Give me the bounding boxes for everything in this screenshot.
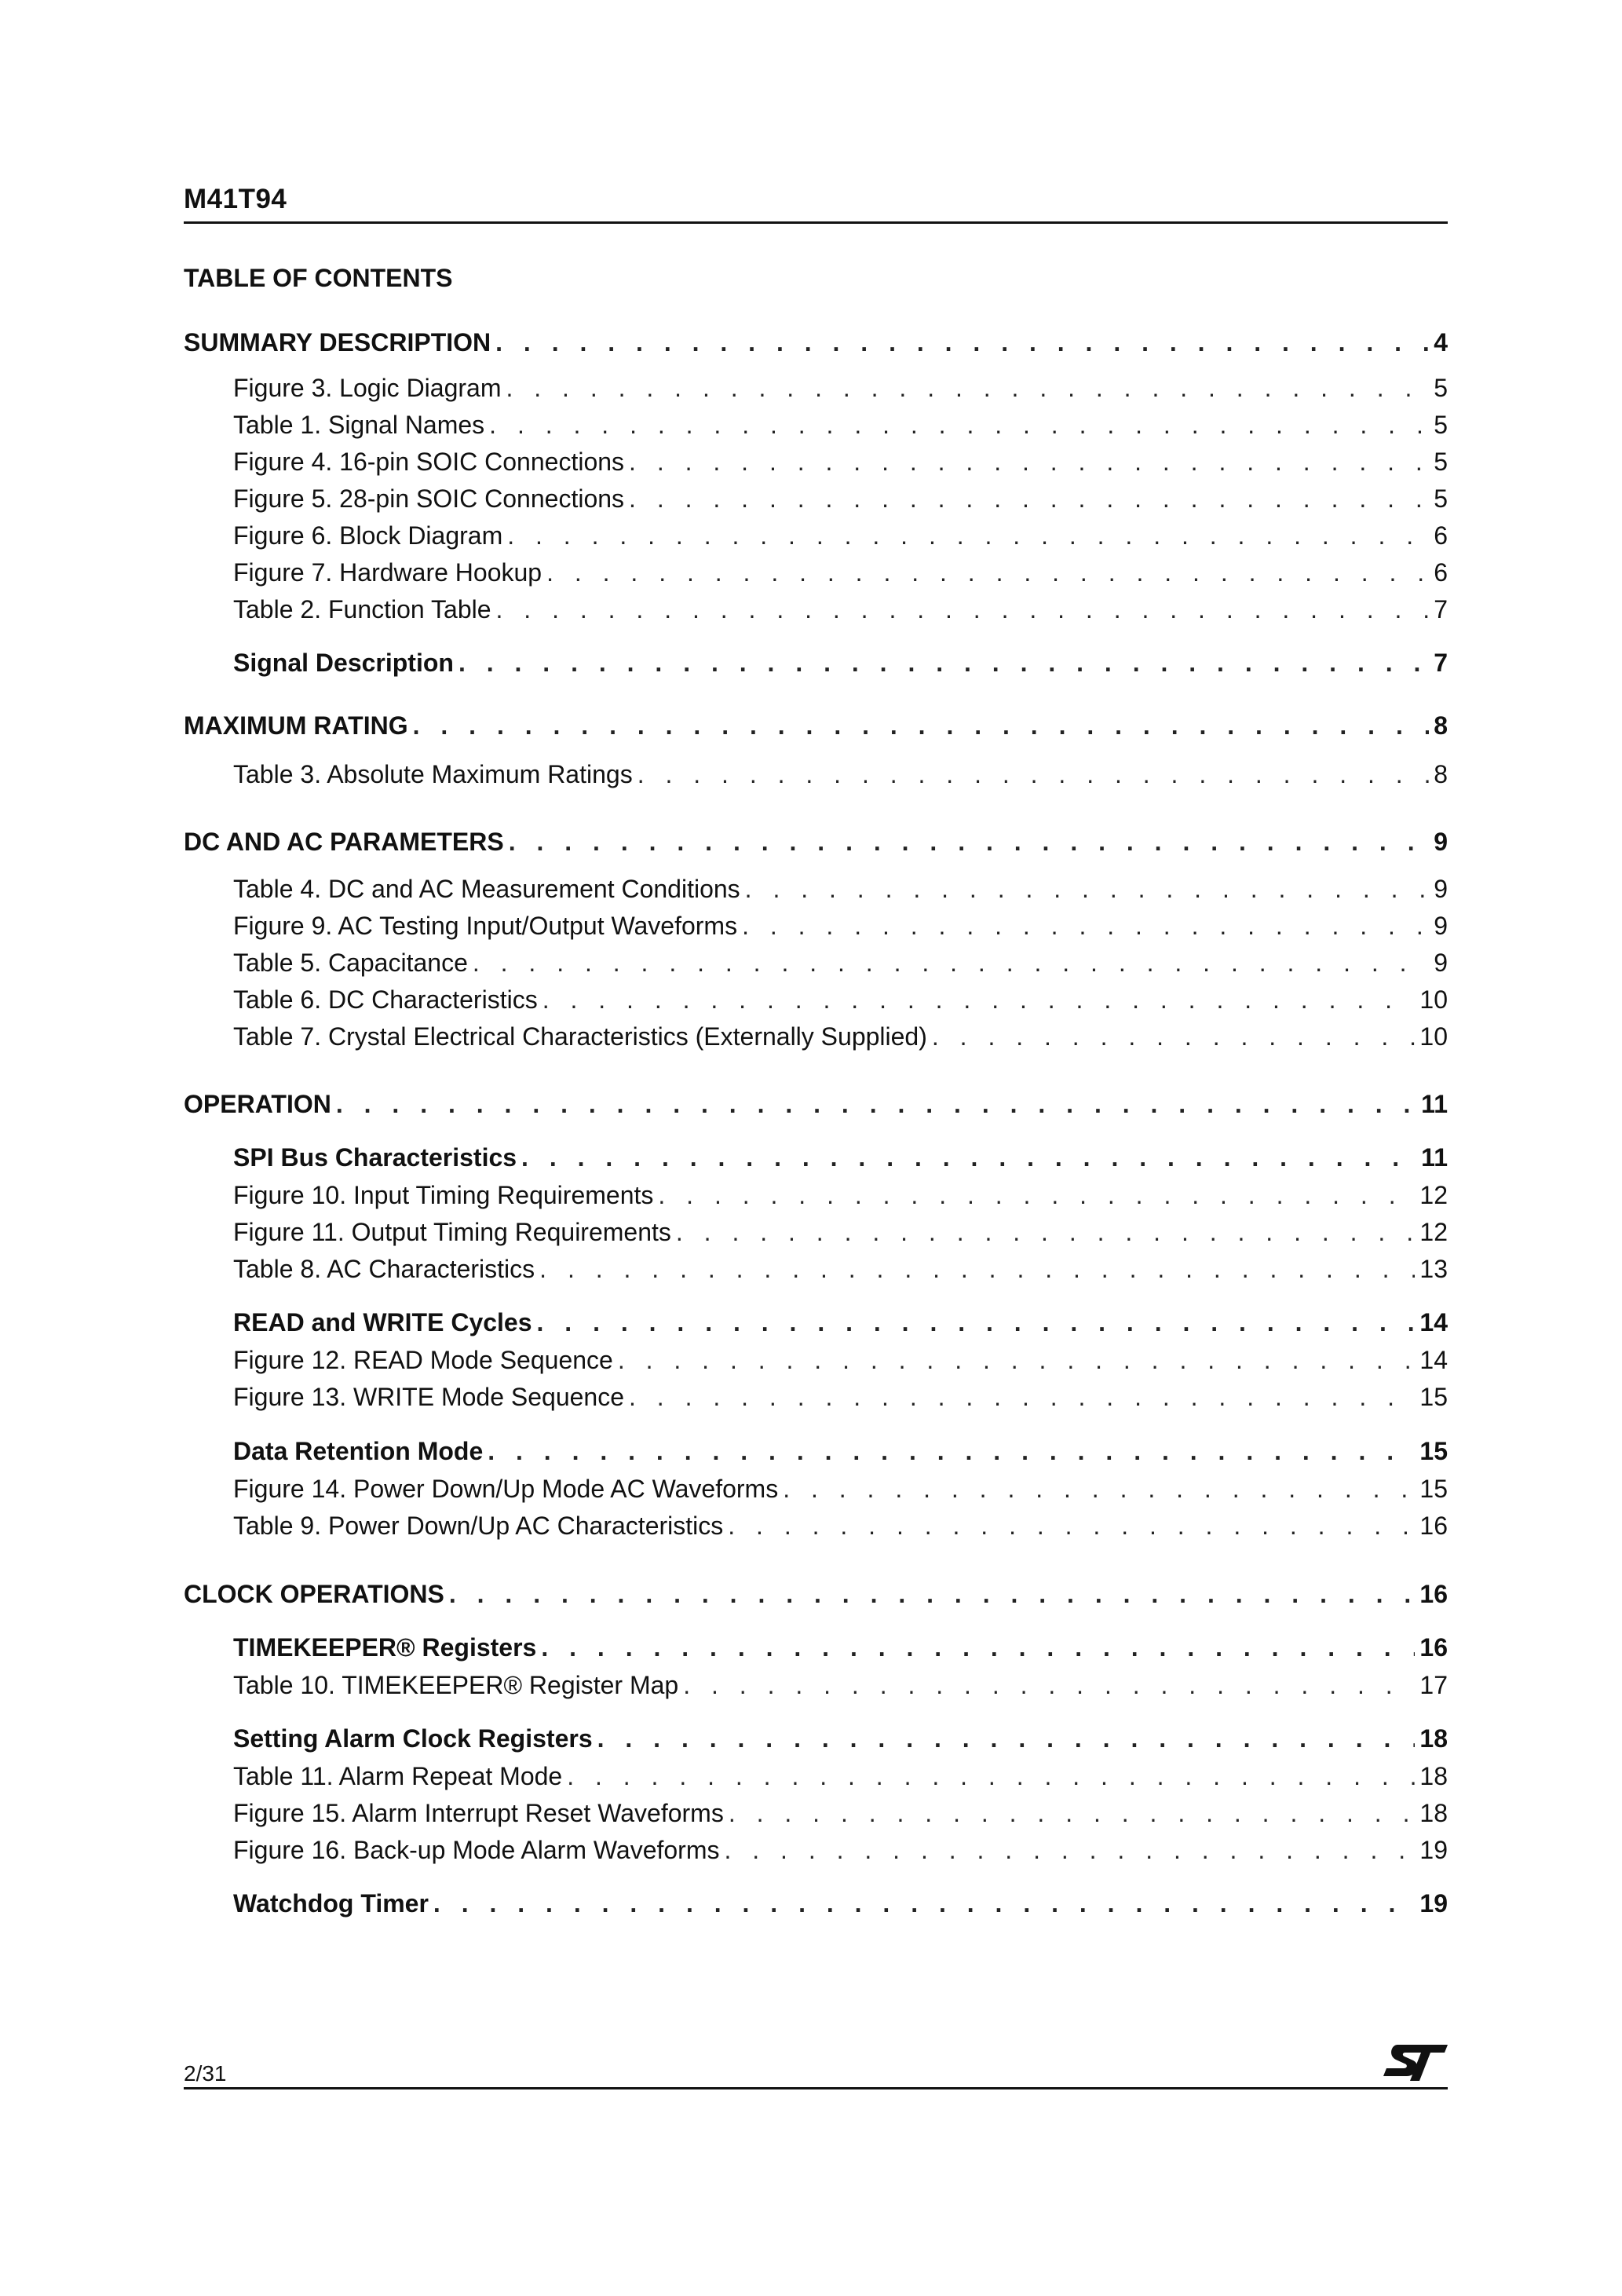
toc-entry-page: 14	[1419, 1308, 1448, 1336]
toc-leader-dots	[489, 411, 1429, 440]
toc-entry-title: Figure 5. 28-pin SOIC Connections	[233, 484, 625, 513]
toc-entry[interactable]	[184, 912, 1448, 946]
toc-entry[interactable]	[184, 558, 1448, 593]
toc-entry-page: 5	[1434, 484, 1448, 513]
toc-entry-title: Figure 16. Back-up Mode Alarm Waveforms	[233, 1836, 720, 1864]
toc-entry-title: Figure 15. Alarm Interrupt Reset Waveforms	[233, 1799, 724, 1827]
toc-entry-title: Figure 9. AC Testing Input/Output Waveforms	[233, 912, 738, 940]
toc-entry-page: 10	[1419, 1022, 1448, 1051]
toc-entry[interactable]	[184, 1799, 1448, 1834]
toc-leader-dots	[336, 1090, 1416, 1119]
toc-entry-page: 5	[1434, 448, 1448, 476]
toc-entry-page: 14	[1419, 1346, 1448, 1374]
toc-entry-title: Table 2. Function Table	[233, 595, 491, 623]
toc-entry[interactable]	[184, 1836, 1448, 1870]
toc-entry-page: 11	[1421, 1143, 1448, 1172]
document-title: M41T94	[184, 184, 287, 214]
toc-entry[interactable]	[184, 1218, 1448, 1252]
toc-entry[interactable]	[184, 1308, 1448, 1343]
toc-entry-page: 9	[1434, 828, 1448, 856]
toc-entry[interactable]	[184, 1475, 1448, 1509]
toc-entry-title: Figure 6. Block Diagram	[233, 521, 503, 550]
toc-leader-dots	[729, 1799, 1416, 1828]
toc-entry[interactable]	[184, 411, 1448, 445]
toc-entry[interactable]	[184, 875, 1448, 909]
toc-leader-dots	[449, 1580, 1416, 1609]
toc-entry-page: 9	[1434, 912, 1448, 940]
toc-leader-dots	[507, 521, 1429, 550]
toc-entry-page: 16	[1419, 1633, 1448, 1662]
toc-entry-title: Table 6. DC Characteristics	[233, 985, 538, 1014]
toc-entry-page: 5	[1434, 411, 1448, 439]
toc-entry-title: Setting Alarm Clock Registers	[233, 1724, 593, 1753]
toc-entry-page: 18	[1419, 1724, 1448, 1753]
toc-entry[interactable]	[184, 1383, 1448, 1417]
toc-entry-page: 15	[1419, 1383, 1448, 1411]
toc-entry-title: Table 4. DC and AC Measurement Conditions	[233, 875, 740, 903]
toc-entry[interactable]	[184, 595, 1448, 630]
toc-entry-page: 15	[1419, 1437, 1448, 1465]
toc-leader-dots	[637, 760, 1430, 789]
toc-entry-title: Figure 10. Input Timing Requirements	[233, 1181, 654, 1209]
toc-entry-title: DC AND AC PARAMETERS	[184, 828, 504, 856]
toc-entry-page: 19	[1419, 1889, 1448, 1918]
toc-leader-dots	[433, 1889, 1416, 1918]
toc-entry-page: 8	[1434, 760, 1448, 788]
toc-leader-dots	[597, 1724, 1416, 1753]
toc-leader-dots	[546, 558, 1429, 587]
toc-entry-title: SUMMARY DESCRIPTION	[184, 328, 491, 356]
toc-heading: TABLE OF CONTENTS	[184, 264, 453, 292]
toc-entry-title: Figure 7. Hardware Hookup	[233, 558, 542, 587]
toc-entry-title: READ and WRITE Cycles	[233, 1308, 532, 1336]
toc-leader-dots	[413, 711, 1430, 740]
toc-entry-title: CLOCK OPERATIONS	[184, 1580, 444, 1608]
page-number: 2/31	[184, 2061, 227, 2086]
toc-entry-title: Table 3. Absolute Maximum Ratings	[233, 760, 633, 788]
toc-leader-dots	[724, 1836, 1415, 1865]
toc-leader-dots	[542, 985, 1416, 1015]
toc-entry[interactable]	[184, 760, 1448, 795]
toc-leader-dots	[541, 1633, 1415, 1662]
toc-entry[interactable]	[184, 985, 1448, 1020]
toc-entry-page: 16	[1419, 1580, 1448, 1608]
toc-entry-page: 17	[1419, 1671, 1448, 1699]
toc-entry-page: 18	[1419, 1762, 1448, 1790]
toc-entry[interactable]	[184, 1346, 1448, 1380]
toc-entry-page: 9	[1434, 875, 1448, 903]
toc-leader-dots	[783, 1475, 1415, 1504]
toc-entry-title: Figure 11. Output Timing Requirements	[233, 1218, 671, 1246]
toc-entry-title: Data Retention Mode	[233, 1437, 484, 1465]
toc-leader-dots	[676, 1218, 1416, 1247]
toc-entry-page: 12	[1419, 1218, 1448, 1246]
toc-entry-title: Signal Description	[233, 649, 454, 677]
toc-leader-dots	[745, 875, 1430, 904]
toc-entry-page: 16	[1419, 1512, 1448, 1540]
header-rule	[184, 221, 1448, 224]
toc-entry[interactable]	[184, 374, 1448, 408]
toc-leader-dots	[618, 1346, 1416, 1375]
toc-leader-dots	[629, 448, 1429, 477]
toc-leader-dots	[932, 1022, 1416, 1051]
toc-entry-title: Table 8. AC Characteristics	[233, 1255, 535, 1283]
toc-entry[interactable]	[184, 711, 1448, 746]
toc-entry-page: 11	[1421, 1090, 1448, 1118]
toc-leader-dots	[629, 1383, 1415, 1412]
toc-entry-title: Table 7. Crystal Electrical Characteristics (Externally Supplied)	[233, 1022, 927, 1051]
toc-leader-dots	[683, 1671, 1415, 1700]
toc-entry-title: MAXIMUM RATING	[184, 711, 408, 740]
toc-entry[interactable]	[184, 1090, 1448, 1124]
toc-entry-page: 7	[1434, 595, 1448, 623]
toc-leader-dots	[458, 649, 1429, 678]
toc-entry-title: Figure 14. Power Down/Up Mode AC Waveforms	[233, 1475, 779, 1503]
toc-entry-page: 19	[1419, 1836, 1448, 1864]
toc-leader-dots	[488, 1437, 1415, 1466]
toc-entry[interactable]	[184, 1181, 1448, 1216]
toc-entry[interactable]	[184, 1671, 1448, 1706]
toc-entry-page: 5	[1434, 374, 1448, 402]
toc-entry-page: 12	[1419, 1181, 1448, 1209]
toc-entry-title: OPERATION	[184, 1090, 331, 1118]
toc-entry-title: SPI Bus Characteristics	[233, 1143, 517, 1172]
toc-entry-title: Table 5. Capacitance	[233, 949, 468, 977]
toc-entry-title: Table 11. Alarm Repeat Mode	[233, 1762, 563, 1790]
toc-entry-title: Figure 3. Logic Diagram	[233, 374, 502, 402]
toc-entry-page: 4	[1434, 328, 1448, 356]
toc-entry[interactable]	[184, 828, 1448, 862]
toc-leader-dots	[539, 1255, 1415, 1284]
toc-leader-dots	[506, 374, 1429, 403]
toc-entry-page: 13	[1419, 1255, 1448, 1283]
toc-entry[interactable]	[184, 649, 1448, 683]
toc-entry[interactable]	[184, 1022, 1448, 1057]
toc-entry-title: Watchdog Timer	[233, 1889, 429, 1918]
toc-entry[interactable]	[184, 1255, 1448, 1289]
toc-leader-dots	[537, 1308, 1416, 1337]
toc-entry-title: Table 1. Signal Names	[233, 411, 485, 439]
toc-leader-dots	[567, 1762, 1415, 1791]
toc-entry-title: Table 10. TIMEKEEPER® Register Map	[233, 1671, 679, 1699]
toc-entry[interactable]	[184, 1762, 1448, 1797]
toc-leader-dots	[473, 949, 1429, 978]
toc-entry-page: 8	[1434, 711, 1448, 740]
toc-entry[interactable]	[184, 1143, 1448, 1178]
toc-entry-title: Figure 4. 16-pin SOIC Connections	[233, 448, 625, 476]
toc-entry[interactable]	[184, 1512, 1448, 1546]
toc-entry-page: 6	[1434, 558, 1448, 587]
toc-entry[interactable]	[184, 1633, 1448, 1668]
toc-leader-dots	[496, 595, 1430, 624]
toc-entry-page: 18	[1419, 1799, 1448, 1827]
toc-entry-page: 6	[1434, 521, 1448, 550]
toc-leader-dots	[728, 1512, 1415, 1541]
toc-leader-dots	[509, 828, 1430, 857]
toc-entry[interactable]	[184, 448, 1448, 482]
toc-entry[interactable]	[184, 949, 1448, 983]
toc-leader-dots	[658, 1181, 1415, 1210]
toc-leader-dots	[495, 328, 1429, 357]
toc-entry[interactable]	[184, 328, 1448, 363]
toc-entry-page: 10	[1419, 985, 1448, 1014]
toc-entry[interactable]	[184, 521, 1448, 556]
toc-entry-title: Figure 12. READ Mode Sequence	[233, 1346, 613, 1374]
toc-leader-dots	[742, 912, 1429, 941]
toc-entry-page: 7	[1434, 649, 1448, 677]
toc-leader-dots	[521, 1143, 1416, 1172]
toc-entry[interactable]	[184, 1580, 1448, 1614]
st-logo-icon	[1382, 2040, 1448, 2084]
toc-entry[interactable]	[184, 1889, 1448, 1924]
toc-entry-title: TIMEKEEPER® Registers	[233, 1633, 537, 1662]
toc-entry-page: 15	[1419, 1475, 1448, 1503]
toc-entry-title: Figure 13. WRITE Mode Sequence	[233, 1383, 625, 1411]
footer-rule	[184, 2087, 1448, 2089]
toc-entry[interactable]	[184, 1724, 1448, 1759]
toc-entry-page: 9	[1434, 949, 1448, 977]
toc-entry[interactable]	[184, 484, 1448, 519]
toc-entry-title: Table 9. Power Down/Up AC Characteristics	[233, 1512, 724, 1540]
toc-entry[interactable]	[184, 1437, 1448, 1472]
toc-leader-dots	[629, 484, 1429, 514]
